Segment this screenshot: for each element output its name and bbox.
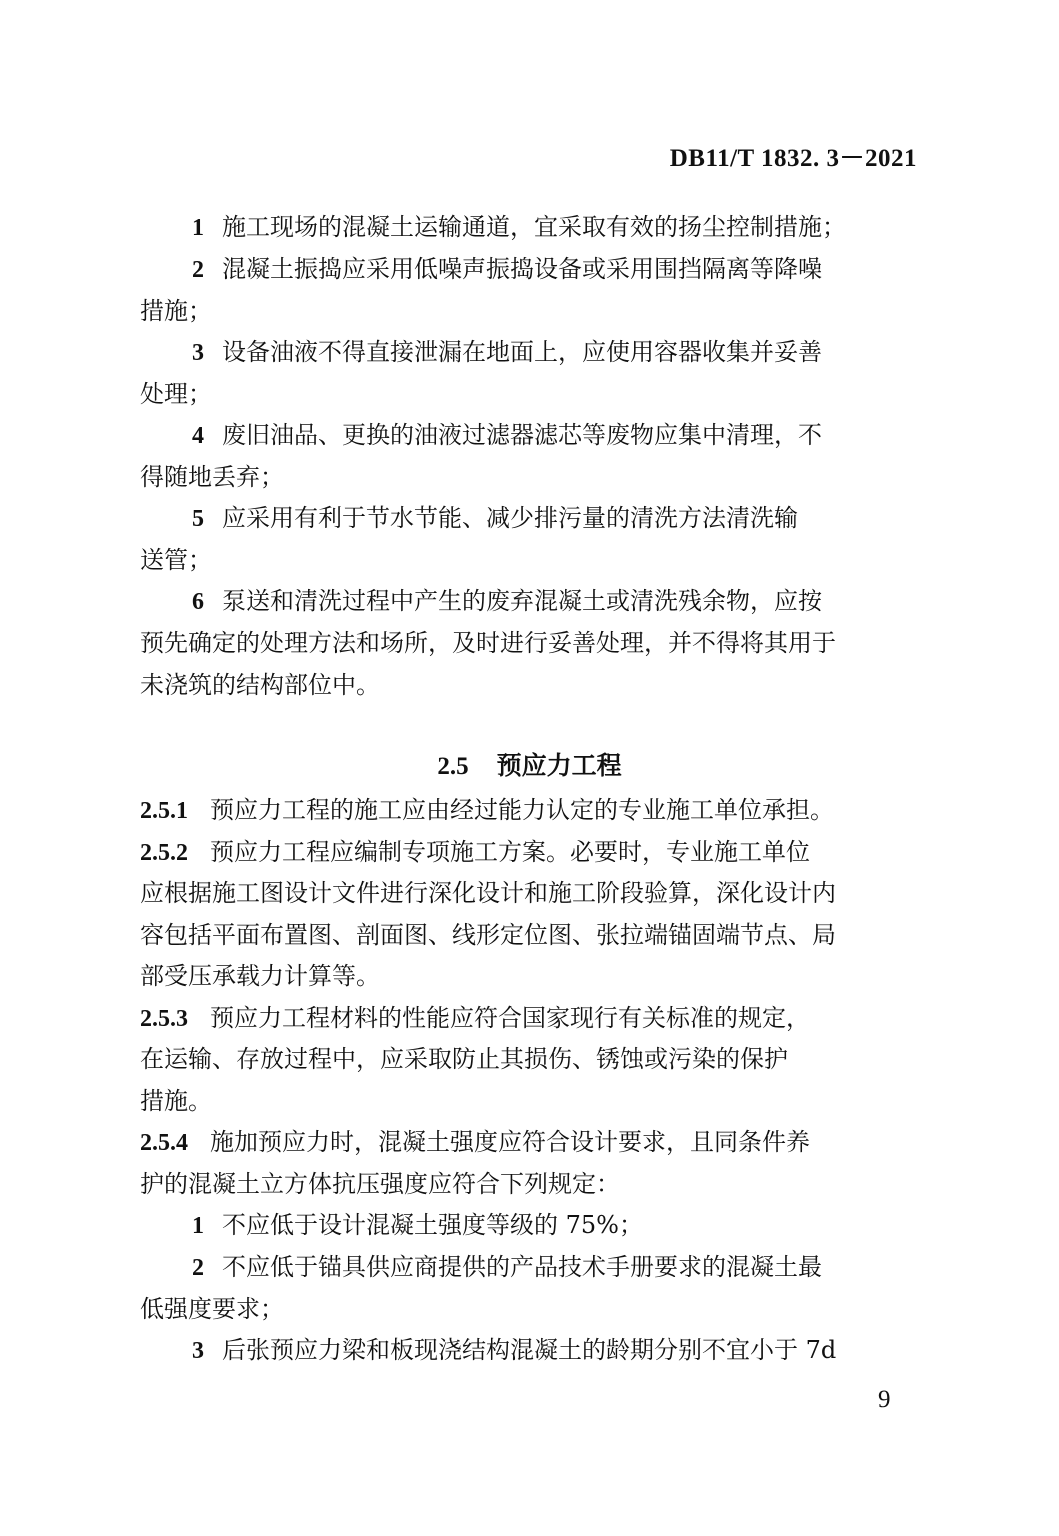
clause-text: 护的混凝土立方体抗压强度应符合下列规定：: [140, 1170, 620, 1198]
item-number: 1: [192, 1213, 204, 1239]
item-text: 不应低于锚具供应商提供的产品技术手册要求的混凝土最: [222, 1253, 822, 1281]
sub-item-2: [140, 1246, 930, 1289]
env-item-6: [140, 580, 930, 623]
item-text: 施工现场的混凝土运输通道，宜采取有效的扬尘控制措施；: [222, 213, 846, 241]
item-text: 不应低于设计混凝土强度等级的 75%；: [222, 1211, 643, 1239]
env-item-5-cont: [140, 539, 930, 581]
item-number: 2: [192, 1255, 204, 1281]
env-item-1: [140, 206, 930, 249]
clause-text: 措施。: [140, 1087, 212, 1115]
item-text: 设备油液不得直接泄漏在地面上，应使用容器收集并妥善: [222, 338, 822, 366]
clause-text: 预应力工程材料的性能应符合国家现行有关标准的规定，: [210, 1004, 810, 1032]
clause-text: 在运输、存放过程中，应采取防止其损伤、锈蚀或污染的保护: [140, 1045, 788, 1073]
clause-number: 2.5.1: [140, 798, 188, 824]
section-heading: [0, 745, 1059, 788]
sub-item-3: [140, 1329, 930, 1372]
env-item-2: [140, 248, 930, 291]
page-number: 9: [878, 1386, 891, 1413]
item-text: 未浇筑的结构部位中。: [140, 671, 380, 699]
clause-2-5-4-cont: [140, 1163, 930, 1205]
sub-item-1: [140, 1204, 930, 1247]
env-item-6-cont2: [140, 664, 930, 706]
sub-item-2-cont: [140, 1288, 930, 1330]
env-item-3: [140, 331, 930, 374]
clause-text: 应根据施工图设计文件进行深化设计和施工阶段验算，深化设计内: [140, 879, 836, 907]
item-number: 6: [192, 589, 204, 615]
item-number: 2: [192, 257, 204, 283]
section-number: 2.5: [437, 753, 469, 780]
item-text: 泵送和清洗过程中产生的废弃混凝土或清洗残余物，应按: [222, 587, 822, 615]
item-number: 3: [192, 1338, 204, 1364]
clause-2-5-2-cont2: [140, 914, 930, 956]
clause-number: 2.5.4: [140, 1130, 188, 1156]
clause-number: 2.5.3: [140, 1006, 188, 1032]
env-item-6-cont: [140, 622, 930, 664]
document-code: DB11/T 1832. 3－2021: [669, 145, 917, 172]
clause-2-5-1: [140, 789, 930, 832]
item-number: 4: [192, 423, 204, 449]
item-text: 应采用有利于节水节能、减少排污量的清洗方法清洗输: [222, 504, 798, 532]
clause-2-5-4: [140, 1121, 930, 1164]
section-title: 预应力工程: [496, 751, 622, 780]
clause-text: 部受压承载力计算等。: [140, 962, 380, 990]
item-text: 送管；: [140, 546, 212, 574]
clause-2-5-2-cont: [140, 872, 930, 914]
item-text: 措施；: [140, 297, 212, 325]
item-number: 1: [192, 215, 204, 241]
item-text: 处理；: [140, 380, 212, 408]
clause-2-5-2: [140, 831, 930, 874]
item-number: 3: [192, 340, 204, 366]
item-number: 5: [192, 506, 204, 532]
item-text: 低强度要求；: [140, 1295, 284, 1323]
clause-text: 预应力工程的施工应由经过能力认定的专业施工单位承担。: [210, 796, 834, 824]
env-item-4-cont: [140, 456, 930, 498]
clause-text: 容包括平面布置图、剖面图、线形定位图、张拉端锚固端节点、局: [140, 921, 836, 949]
clause-2-5-3-cont2: [140, 1080, 930, 1122]
clause-text: 预应力工程应编制专项施工方案。必要时，专业施工单位: [210, 838, 810, 866]
env-item-3-cont: [140, 373, 930, 415]
env-item-5: [140, 497, 930, 540]
env-item-2-cont: [140, 290, 930, 332]
clause-number: 2.5.2: [140, 840, 188, 866]
clause-2-5-2-cont3: [140, 955, 930, 997]
env-item-4: [140, 414, 930, 457]
item-text: 废旧油品、更换的油液过滤器滤芯等废物应集中清理，不: [222, 421, 822, 449]
clause-2-5-3: [140, 997, 930, 1040]
item-text: 预先确定的处理方法和场所，及时进行妥善处理，并不得将其用于: [140, 629, 836, 657]
clause-text: 施加预应力时，混凝土强度应符合设计要求，且同条件养: [210, 1128, 810, 1156]
clause-2-5-3-cont: [140, 1038, 930, 1080]
item-text: 混凝土振捣应采用低噪声振捣设备或采用围挡隔离等降噪: [222, 255, 822, 283]
item-text: 后张预应力梁和板现浇结构混凝土的龄期分别不宜小于 7d: [222, 1336, 837, 1364]
item-text: 得随地丢弃；: [140, 463, 284, 491]
